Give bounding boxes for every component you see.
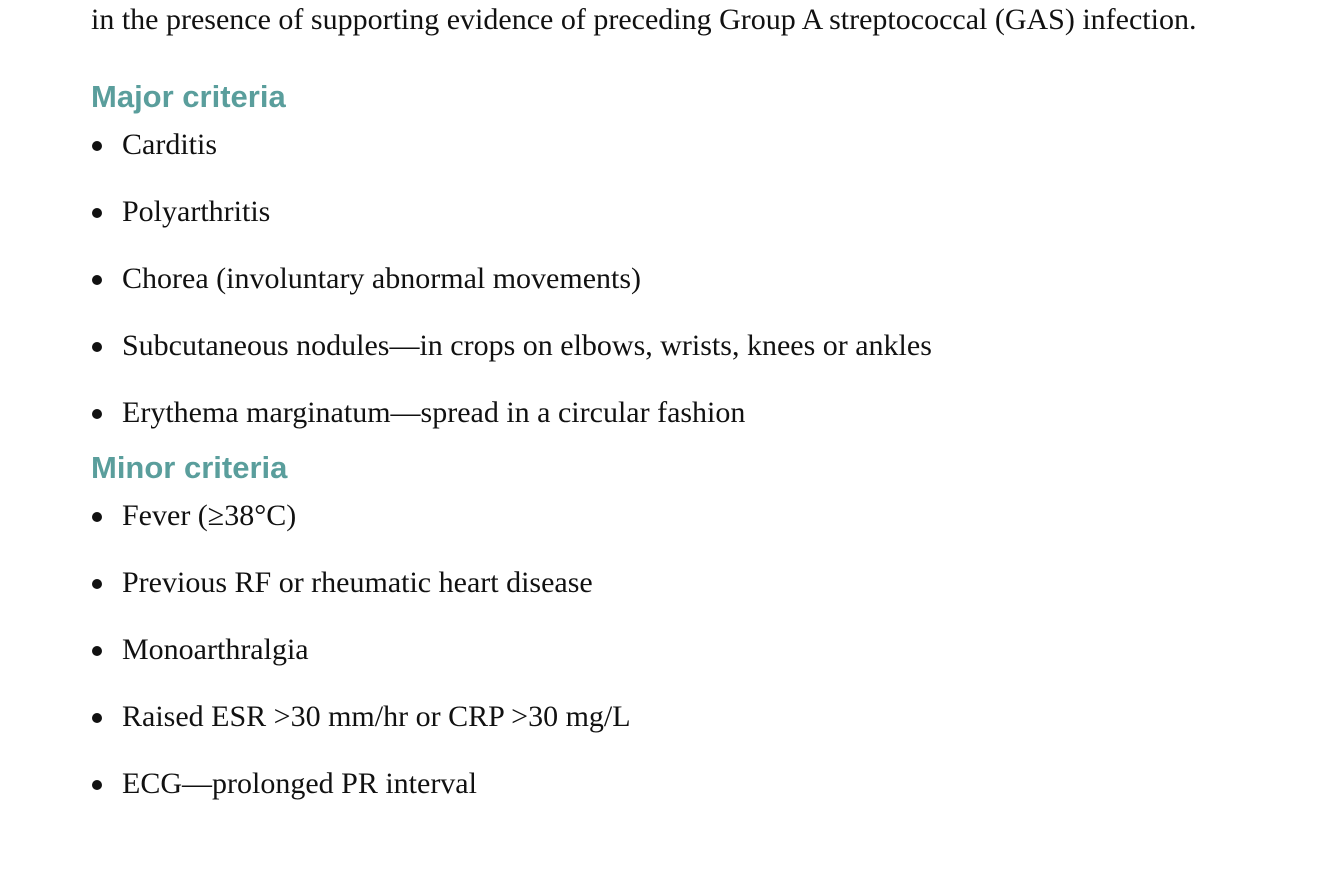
- article-content: [91, 0, 1311, 804]
- minor-criteria-list: [91, 496, 1311, 804]
- list-item: [91, 496, 1311, 536]
- list-item-text: Erythema marginatum—spread in a circular fashion: [122, 396, 746, 429]
- bullet-icon: [92, 208, 102, 218]
- list-item-text: Subcutaneous nodules—in crops on elbows, wrists, knees or ankles: [122, 329, 932, 362]
- list-item-text: Raised ESR >30 mm/hr or CRP >30 mg/L: [122, 700, 631, 733]
- list-item: [91, 764, 1311, 804]
- bullet-icon: [92, 409, 102, 419]
- list-item-text: Monoarthralgia: [122, 633, 309, 666]
- list-item-text: ECG—prolonged PR interval: [122, 767, 477, 800]
- list-item: [91, 697, 1311, 737]
- list-item: [91, 393, 1311, 433]
- list-item: [91, 630, 1311, 670]
- list-item: [91, 259, 1311, 299]
- list-item-text: Chorea (involuntary abnormal movements): [122, 262, 642, 295]
- list-item-text: Polyarthritis: [122, 195, 271, 228]
- list-item: [91, 192, 1311, 232]
- minor-criteria-heading: Minor criteria: [91, 450, 288, 485]
- bullet-icon: [92, 141, 102, 151]
- major-criteria-list: [91, 125, 1311, 433]
- bullet-icon: [92, 646, 102, 656]
- major-criteria-heading: Major criteria: [91, 79, 286, 114]
- bullet-icon: [92, 713, 102, 723]
- list-item: [91, 563, 1311, 603]
- bullet-icon: [92, 275, 102, 285]
- list-item-text: Carditis: [122, 128, 217, 161]
- list-item-text: Previous RF or rheumatic heart disease: [122, 566, 593, 599]
- bullet-icon: [92, 780, 102, 790]
- intro-paragraph: in the presence of supporting evidence of preceding Group A streptococcal (GAS) infection.: [91, 3, 1197, 36]
- list-item: [91, 326, 1311, 366]
- list-item-text: Fever (≥38°C): [122, 499, 297, 532]
- bullet-icon: [92, 512, 102, 522]
- list-item: [91, 125, 1311, 165]
- bullet-icon: [92, 579, 102, 589]
- bullet-icon: [92, 342, 102, 352]
